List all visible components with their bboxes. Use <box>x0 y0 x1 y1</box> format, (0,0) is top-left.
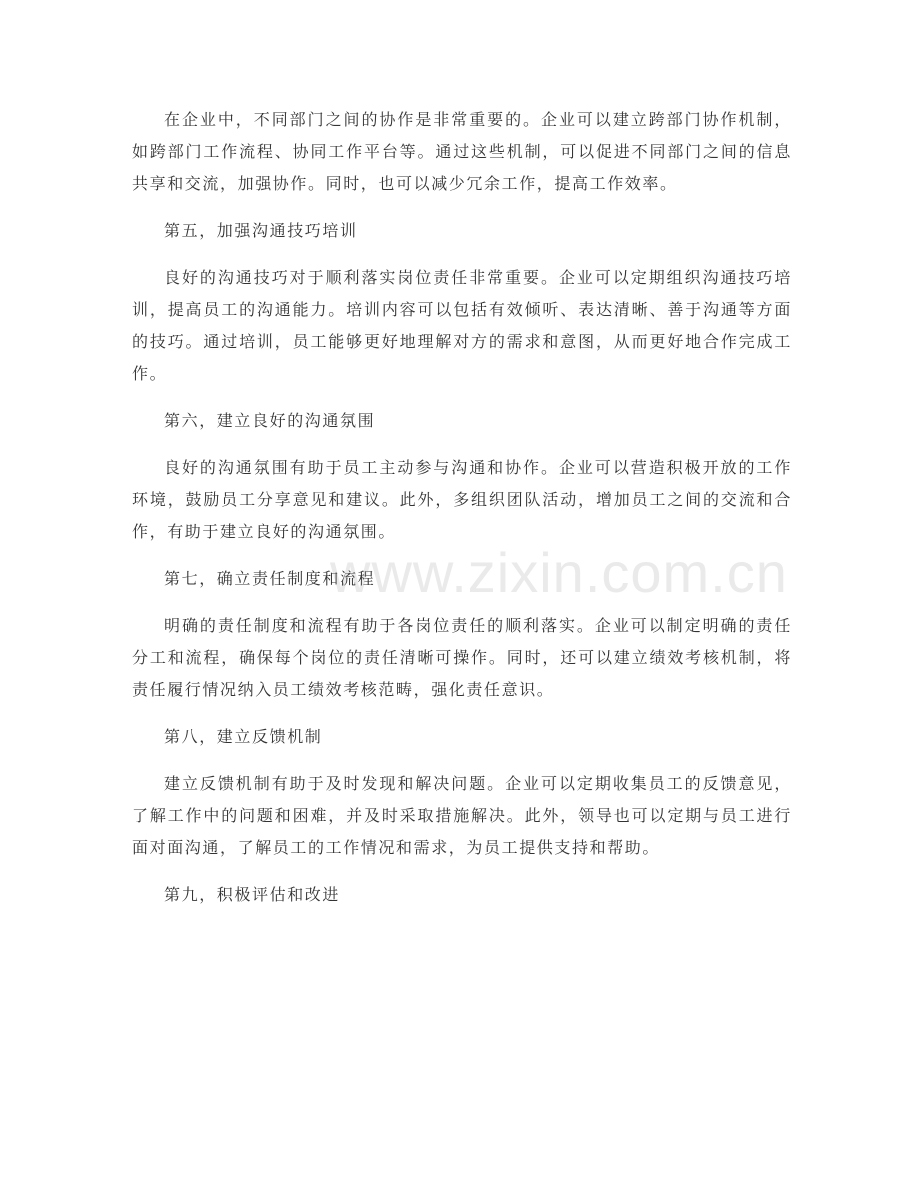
paragraph-communication-atmosphere: 良好的沟通氛围有助于员工主动参与沟通和协作。企业可以营造积极开放的工作环境，鼓励员工分享意见和建议。此外，多组织团队活动，增加员工之间的交流和合作，有助于建立良好的沟通氛围。 <box>132 458 792 541</box>
paragraph-responsibility-system: 明确的责任制度和流程有助于各岗位责任的顺利落实。企业可以制定明确的责任分工和流程，确保每个岗位的责任清晰可操作。同时，还可以建立绩效考核机制，将责任履行情况纳入员工绩效考核范畴，强化责任意识。 <box>132 616 792 699</box>
heading-communication-atmosphere: 第六，建立良好的沟通氛围 <box>164 411 376 430</box>
paragraph-feedback-mechanism: 建立反馈机制有助于及时发现和解决问题。企业可以定期收集员工的反馈意见，了解工作中的问题和困难，并及时采取措施解决。此外，领导也可以定期与员工进行面对面沟通，了解员工的工作情况和需求，为员工提供支持和帮助。 <box>132 774 792 857</box>
paragraph-cross-department: 在企业中，不同部门之间的协作是非常重要的。企业可以建立跨部门协作机制，如跨部门工作流程、协同工作平台等。通过这些机制，可以促进不同部门之间的信息共享和交流，加强协作。同时，也可以减少冗余工作，提高工作效率。 <box>132 110 792 193</box>
heading-evaluate-improve: 第九，积极评估和改进 <box>164 885 341 904</box>
watermark: www.zixin.com.cn <box>330 541 788 604</box>
heading-communication-training: 第五，加强沟通技巧培训 <box>164 221 358 240</box>
heading-feedback-mechanism: 第八，建立反馈机制 <box>164 727 323 746</box>
document-body <box>132 104 792 911</box>
paragraph-communication-training: 良好的沟通技巧对于顺利落实岗位责任非常重要。企业可以定期组织沟通技巧培训，提高员工的沟通能力。培训内容可以包括有效倾听、表达清晰、善于沟通等方面的技巧。通过培训，员工能够更好地理解对方的需求和意图，从而更好地合作完成工作。 <box>132 268 792 383</box>
heading-responsibility-system: 第七，确立责任制度和流程 <box>164 569 376 588</box>
